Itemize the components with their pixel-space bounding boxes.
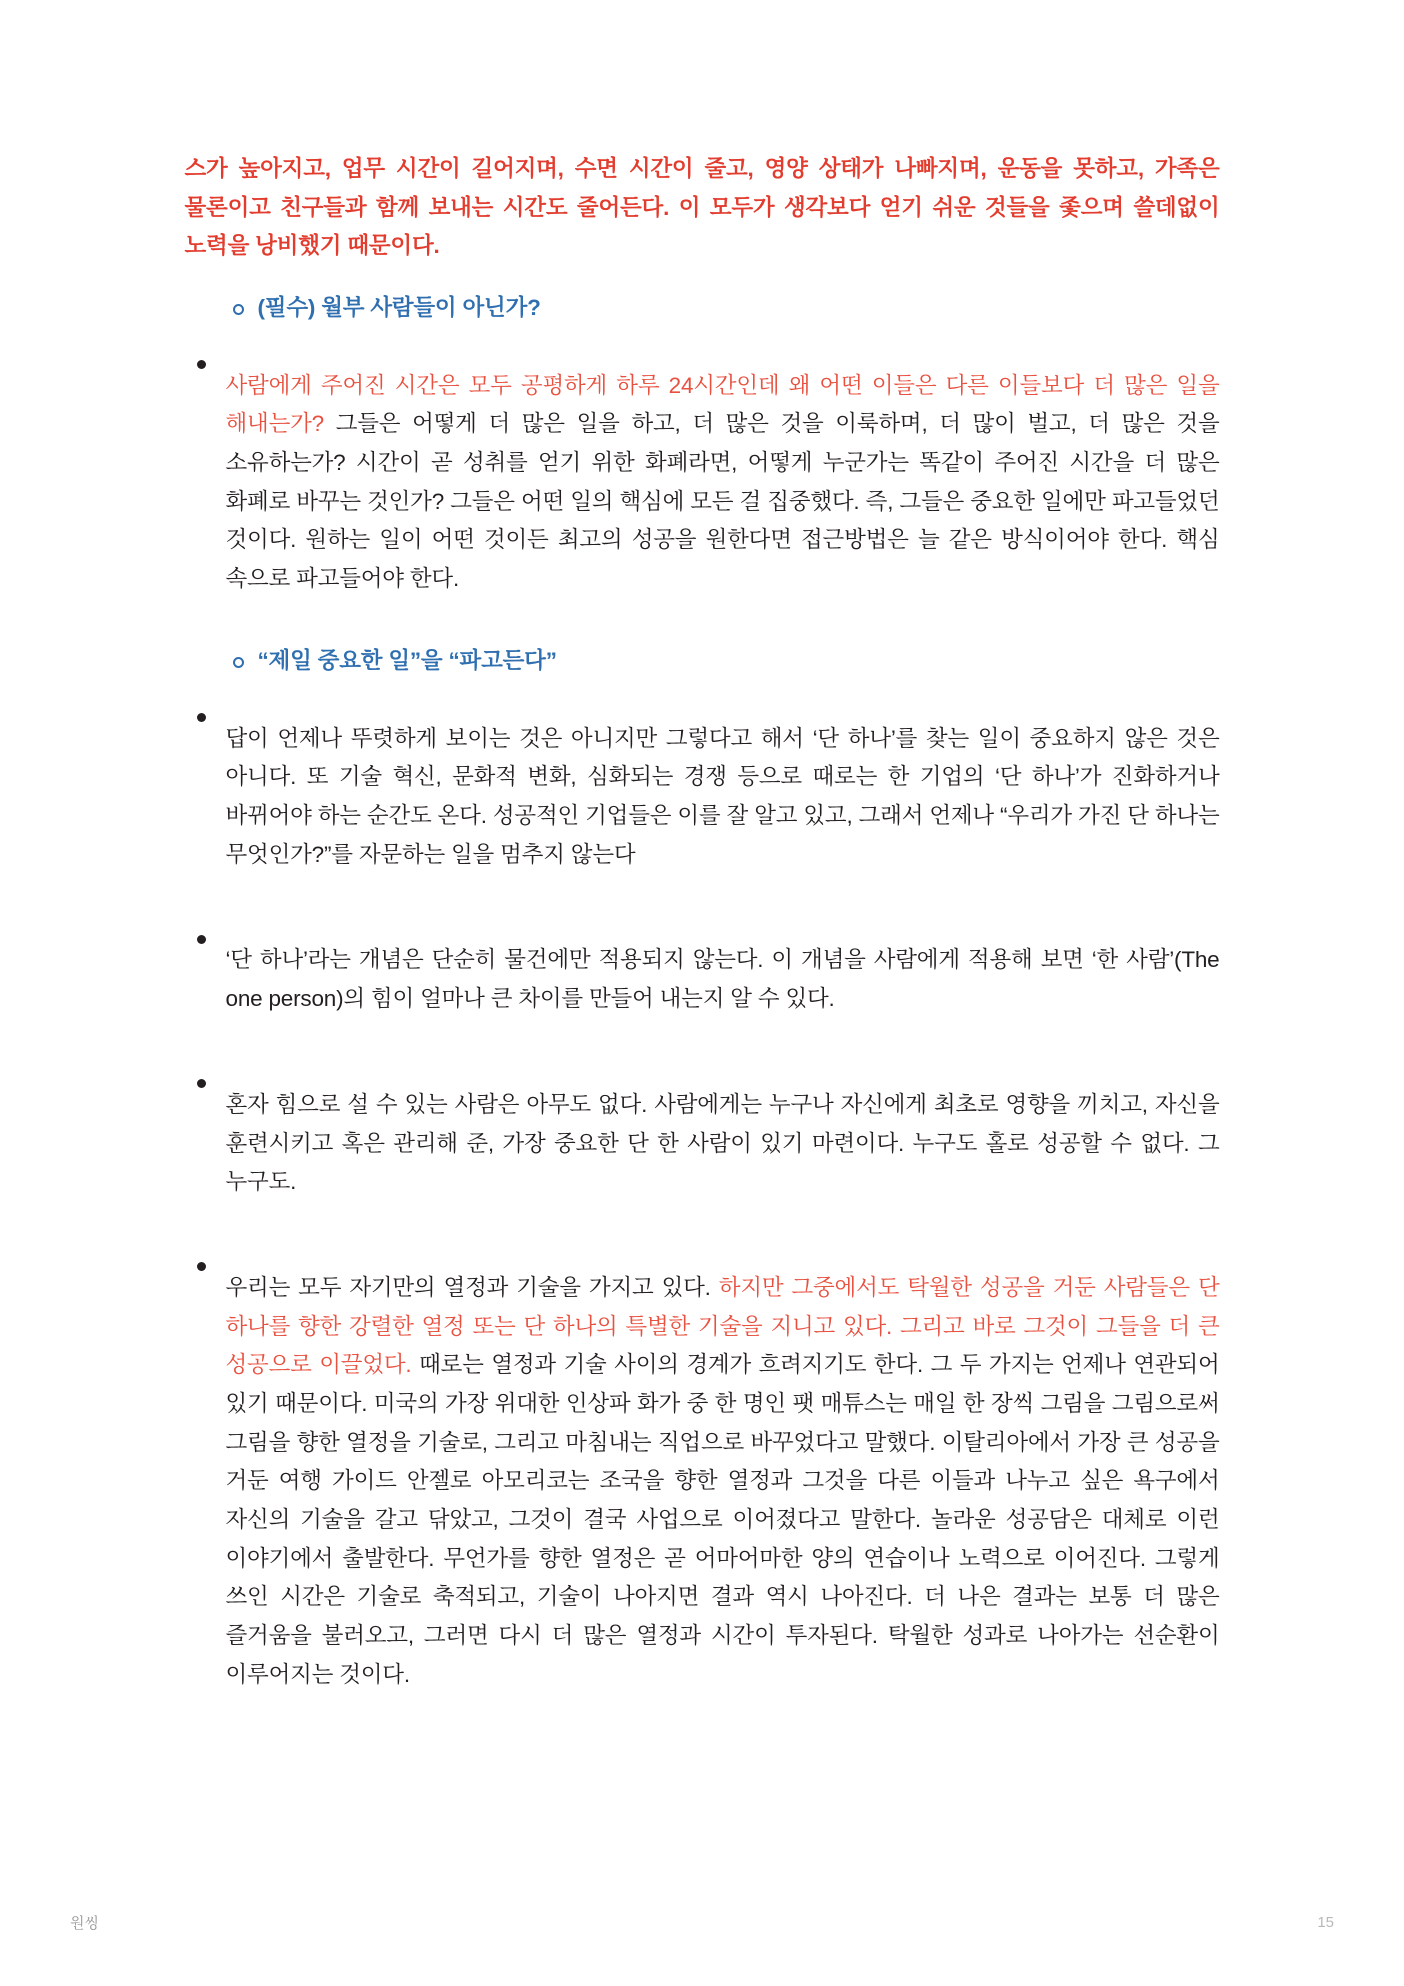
- bullet-time-fairness: [185, 344, 1220, 621]
- sub-heading-required-wolbu-label: (필수) 월부 사람들이 아닌가?: [257, 295, 541, 321]
- bullet-time-fairness-run-1: 그들은 어떻게 더 많은 일을 하고, 더 많은 것을 이룩하며, 더 많이 벌고, 더 많은 것을 소유하는가? 시간이 곧 성취를 얻기 위한 화폐라면, 어떻게 누군가는 똑같이 주어진 시간을 더 많은 화폐로 바꾸는 것인가? 그들은 어떤 일의 핵심에 모든 걸 집중했다. 즉, 그들은 중요한 일에만 파고들었던 것이다. 원하는 일이 어떤 것이든 최고의 성공을 원한다면 접근방법은 늘 같은 방식이어야 한다. 핵심 속으로 파고들어야 한다.: [225, 411, 1220, 591]
- bullet-nobody-stands-alone-run-0: 혼자 힘으로 설 수 있는 사람은 아무도 없다. 사람에게는 누구나 자신에게 최초로 영향을 끼치고, 자신을 훈련시키고 혹은 관리해 준, 가장 중요한 단 한 사람이 있기 마련이다. 누구도 홀로 성공할 수 없다. 그 누구도.: [225, 1091, 1220, 1195]
- bullet-nobody-stands-alone-body: [226, 1086, 1220, 1202]
- bullet-nobody-stands-alone: [185, 1063, 1220, 1224]
- bullet-passion-and-skill-run-2: 때로는 열정과 기술 사이의 경계가 흐려지기도 한다. 그 두 가지는 언제나 연관되어 있기 때문이다. 미국의 가장 위대한 인상파 화가 중 한 명인 팻 매튜스는 매일 한 장씩 그림을 그림으로써 그림을 향한 열정을 기술로, 그리고 마침내는 직업으로 바꾸었다고 말했다. 이탈리아에서 가장 큰 성공을 거둔 여행 가이드 안젤로 아모리코는 조국을 향한 열정과 그것을 다른 이들과 나누고 싶은 욕구에서 자신의 기술을 갈고 닦았고, 그것이 결국 사업으로 이어졌다고 말한다. 놀라운 성공담은 대체로 이런 이야기에서 출발한다. 무언가를 향한 열정은 곧 어마어마한 양의 연습이나 노력으로 이어진다. 그렇게 쓰인 시간은 기술로 축적되고, 기술이 나아지면 결과 역시 나아진다. 더 나은 결과는 보통 더 많은 즐거움을 불러오고, 그러면 다시 더 많은 열정과 시간이 투자된다. 탁월한 성과로 나아가는 선순환이 이루어지는 것이다.: [225, 1352, 1220, 1687]
- disc-bullet-icon: [197, 935, 206, 944]
- sub-heading-most-important-thing-label: “제일 중요한 일”을 “파고든다”: [257, 648, 557, 674]
- bullet-one-person-concept-run-0: ‘단 하나’라는 개념은 단순히 물건에만 적용되지 않는다. 이 개념을 사람에게 적용해 보면 ‘한 사람’(The one person)의 힘이 얼마나 큰 차이를 만들어 내는지 알 수 있다.: [225, 947, 1220, 1012]
- lead-paragraph: [185, 150, 1220, 266]
- bullet-passion-and-skill-run-1: 하지만 그중에서도 탁월한 성공을 거둔 사람들은 단 하나를 향한 강렬한 열정 또는 단 하나의 특별한 기술을 지니고 있다. 그리고 바로 그것이 그들을 더 큰 성공으로 이끌었다.: [225, 1274, 1220, 1378]
- bullet-one-person-concept: [185, 919, 1220, 1041]
- bullet-one-thing-evolves-body: [226, 720, 1220, 875]
- sub-heading-required-wolbu: [185, 290, 1220, 326]
- bullet-one-thing-evolves-run-0: 답이 언제나 뚜렷하게 보이는 것은 아니지만 그렇다고 해서 ‘단 하나’를 찾는 일이 중요하지 않은 것은 아니다. 또 기술 혁신, 문화적 변화, 심화되는 경쟁 등으로 때로는 한 기업의 ‘단 하나’가 진화하거나 바뀌어야 하는 순간도 온다. 성공적인 기업들은 이를 잘 알고 있고, 그래서 언제나 “우리가 가진 단 하나는 무엇인가?”를 자문하는 일을 멈추지 않는다: [225, 725, 1220, 867]
- disc-bullet-icon: [197, 1262, 206, 1271]
- bullet-passion-and-skill-run-0: 우리는 모두 자기만의 열정과 기술을 가지고 있다.: [225, 1274, 719, 1300]
- hollow-bullet-icon: [233, 657, 244, 668]
- hollow-bullet-icon: [233, 304, 244, 315]
- bullet-passion-and-skill: [185, 1246, 1220, 1694]
- footer-book-title: 원씽: [70, 1914, 99, 1932]
- bullet-one-person-concept-body: [226, 941, 1220, 1018]
- bullet-time-fairness-run-0: 사람에게 주어진 시간은 모두 공평하게 하루 24시간인데 왜 어떤 이들은 다른 이들보다 더 많은 일을 해내는가?: [225, 372, 1220, 437]
- bullet-time-fairness-body: [226, 367, 1220, 599]
- bullet-passion-and-skill-body: [226, 1269, 1220, 1695]
- bullet-one-thing-evolves: [185, 697, 1220, 897]
- disc-bullet-icon: [197, 1079, 206, 1088]
- sub-heading-most-important-thing: [185, 643, 1220, 679]
- disc-bullet-icon: [197, 360, 206, 369]
- page-content: [185, 150, 1220, 1694]
- lead-paragraph-text: 스가 높아지고, 업무 시간이 길어지며, 수면 시간이 줄고, 영양 상태가 나빠지며, 운동을 못하고, 가족은 물론이고 친구들과 함께 보내는 시간도 줄어든다. 이 모두가 생각보다 얻기 쉬운 것들을 좇으며 쓸데없이 노력을 낭비했기 때문이다.: [184, 156, 1220, 259]
- footer-page-number: 15: [1317, 1913, 1334, 1931]
- page-footer: [0, 1910, 1404, 1934]
- disc-bullet-icon: [197, 713, 206, 722]
